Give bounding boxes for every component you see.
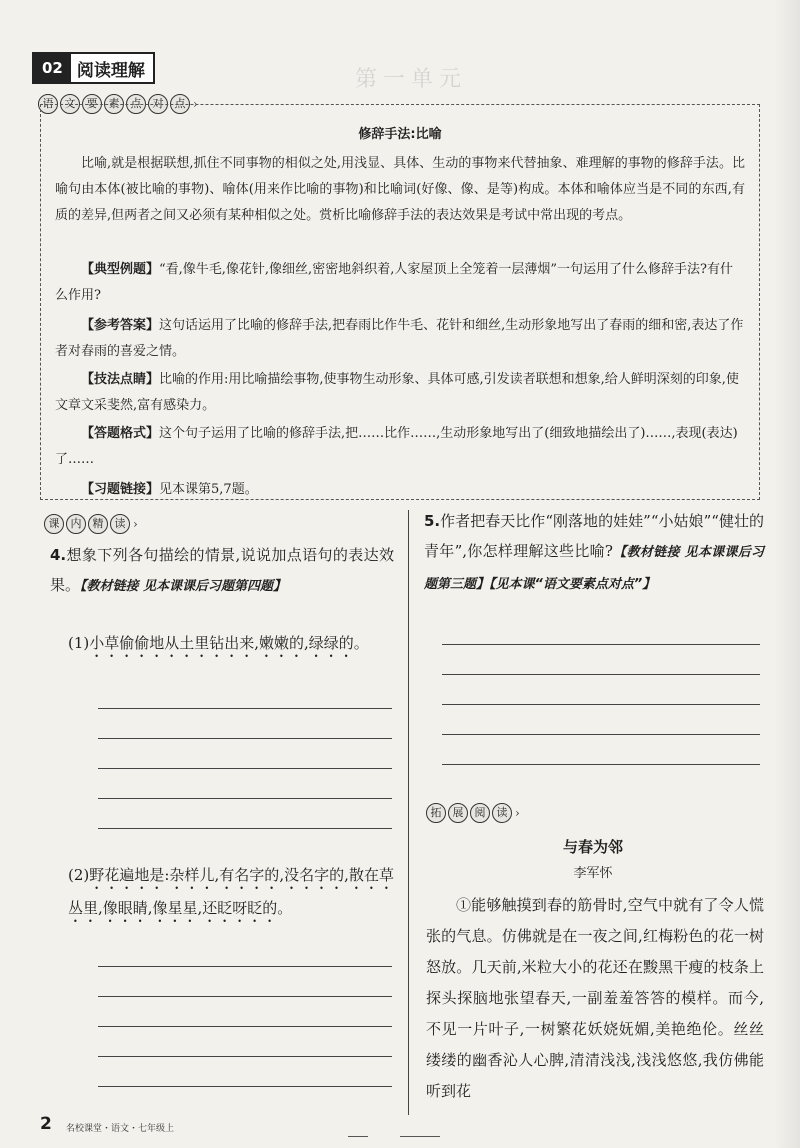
answer-line[interactable] [442, 674, 760, 675]
sub-1-prefix: (1) [68, 634, 90, 652]
answer-line[interactable] [98, 1056, 392, 1057]
reading-paragraph-1: ①能够触摸到春的筋骨时,空气中就有了令人慌张的气息。仿佛就是在一夜之间,红梅粉色的花一树怒放。几天前,米粒大小的花还在黢黑干瘦的枝条上探头探脑地张望春天,一副羞羞答答的模样。而今,不见一片叶子,一树繁花妖娆妩媚,美艳绝伦。丝丝缕缕的幽香沁人心脾,清清浅浅,浅浅悠悠,我仿佛能听到花 [426, 896, 764, 1100]
question-4 [50, 540, 394, 602]
knowledge-pill-char: 点 [126, 94, 146, 114]
extended-pill-char: 读 [492, 803, 512, 823]
knowledge-pill-char: 语 [38, 94, 58, 114]
question-5-number: 5. [424, 512, 441, 530]
answer-line[interactable] [98, 996, 392, 997]
extended-pill-char: 阅 [470, 803, 490, 823]
link-label: 【习题链接】 [81, 482, 160, 497]
answer-line[interactable] [98, 966, 392, 967]
classroom-pill-char: 读 [110, 514, 130, 534]
section-number: 02 [34, 54, 71, 82]
answer-line[interactable] [442, 704, 760, 705]
extended-pill-char: 展 [448, 803, 468, 823]
format-text: 这个句子运用了比喻的修辞手法,把……比作……,生动形象地写出了(细致地描绘出了)……,表现(表达)了…… [55, 426, 738, 467]
question-4-sub-1 [68, 628, 394, 661]
example-text: “看,像牛毛,像花针,像细丝,密密地斜织着,人家屋顶上全笼着一层薄烟”一句运用了什么修辞手法?有什么作用? [55, 262, 733, 303]
answer-line[interactable] [442, 764, 760, 765]
sub-2-prefix: (2) [68, 866, 90, 884]
classroom-pill-char: 内 [66, 514, 86, 534]
answer-line[interactable] [98, 1086, 392, 1087]
answer-line[interactable] [98, 1026, 392, 1027]
reading-title: 与春为邻 [562, 838, 623, 856]
link-item [55, 477, 745, 503]
question-5 [424, 506, 764, 600]
chevron-right-icon: › [133, 517, 138, 531]
answer-line[interactable] [442, 644, 760, 645]
sub-1-text: 小草偷偷地从土里钻出来,嫩嫩的,绿绿的。 [89, 634, 369, 652]
format-label: 【答题格式】 [81, 426, 160, 441]
reading-author: 李军怀 [573, 866, 613, 881]
knowledge-pill-char: 对 [148, 94, 168, 114]
question-4-text: 想象下列各句描绘的情景,说说加点语句的表达效果。 [50, 546, 394, 594]
extended-reading-pill [426, 803, 520, 823]
tip-item [55, 367, 745, 419]
book-info: 名校课堂・语文・七年级上 [66, 1124, 175, 1134]
page-edge-shadow [774, 0, 800, 1148]
example-label: 【典型例题】 [81, 262, 160, 277]
question-5-reference: 【教材链接 见本课课后习题第三题】【见本课“语文要素点对点”】 [424, 545, 765, 592]
knowledge-pill-char: 要 [82, 94, 102, 114]
question-5-text: 作者把春天比作“刚落地的娃娃”“小姑娘”“健壮的青年”,你怎样理解这些比喻? [424, 512, 764, 560]
footer-rule [400, 1136, 440, 1137]
tip-label: 【技法点睛】 [81, 372, 160, 387]
extended-pill-char: 拓 [426, 803, 446, 823]
section-title: 阅读理解 [76, 60, 145, 81]
question-4-reference: 【教材链接 见本课课后习题第四题】 [80, 579, 287, 594]
example-item [55, 257, 745, 309]
answer-label: 【参考答案】 [81, 318, 160, 333]
question-4-sub-2 [68, 860, 394, 926]
classroom-pill-char: 精 [88, 514, 108, 534]
knowledge-intro: 比喻,就是根据联想,抓住不同事物的相似之处,用浅显、具体、生动的事物来代替抽象、难理解的事物的修辞手法。比喻句由本体(被比喻的事物)、喻体(用来作比喻的事物)和比喻词(好像、像、是等)构成。本体和喻体应当是不同的东西,有质的差异,但两者之间又必须有某种相似之处。赏析比喻修辞手法的表达效果是考试中常出现的考点。 [55, 156, 745, 223]
section-header [32, 52, 155, 84]
knowledge-title: 修辞手法:比喻 [358, 127, 442, 142]
column-divider [408, 510, 409, 1115]
knowledge-pill-char: 点 [170, 94, 190, 114]
classroom-reading-pill [44, 514, 138, 534]
page-number: 2 [40, 1114, 52, 1134]
answer-line[interactable] [98, 798, 392, 799]
link-text: 见本课第5,7题。 [159, 482, 258, 497]
answer-text: 这句话运用了比喻的修辞手法,把春雨比作牛毛、花针和细丝,生动形象地写出了春雨的细和密,表达了作者对春雨的喜爱之情。 [55, 318, 744, 359]
answer-item [55, 313, 745, 365]
classroom-pill-char: 课 [44, 514, 64, 534]
footer-rule [348, 1136, 368, 1137]
tip-text: 比喻的作用:用比喻描绘事物,使事物生动形象、具体可感,引发读者联想和想象,给人鲜明深刻的印象,使文章文采斐然,富有感染力。 [55, 372, 739, 413]
answer-line[interactable] [98, 828, 392, 829]
format-item [55, 421, 745, 473]
sub-2-text: 野花遍地是:杂样儿,有名字的,没名字的,散在草丛里,像眼睛,像星星,还眨呀眨的。 [68, 866, 394, 917]
knowledge-pill-char: 文 [60, 94, 80, 114]
bleed-through-heading: 第一单元 [355, 67, 468, 92]
chevron-right-icon: › [193, 97, 198, 111]
knowledge-box [40, 104, 760, 500]
answer-line[interactable] [98, 738, 392, 739]
answer-line[interactable] [442, 734, 760, 735]
question-4-number: 4. [50, 546, 67, 564]
chevron-right-icon: › [515, 806, 520, 820]
answer-line[interactable] [98, 708, 392, 709]
answer-line[interactable] [98, 768, 392, 769]
knowledge-pill-char: 素 [104, 94, 124, 114]
